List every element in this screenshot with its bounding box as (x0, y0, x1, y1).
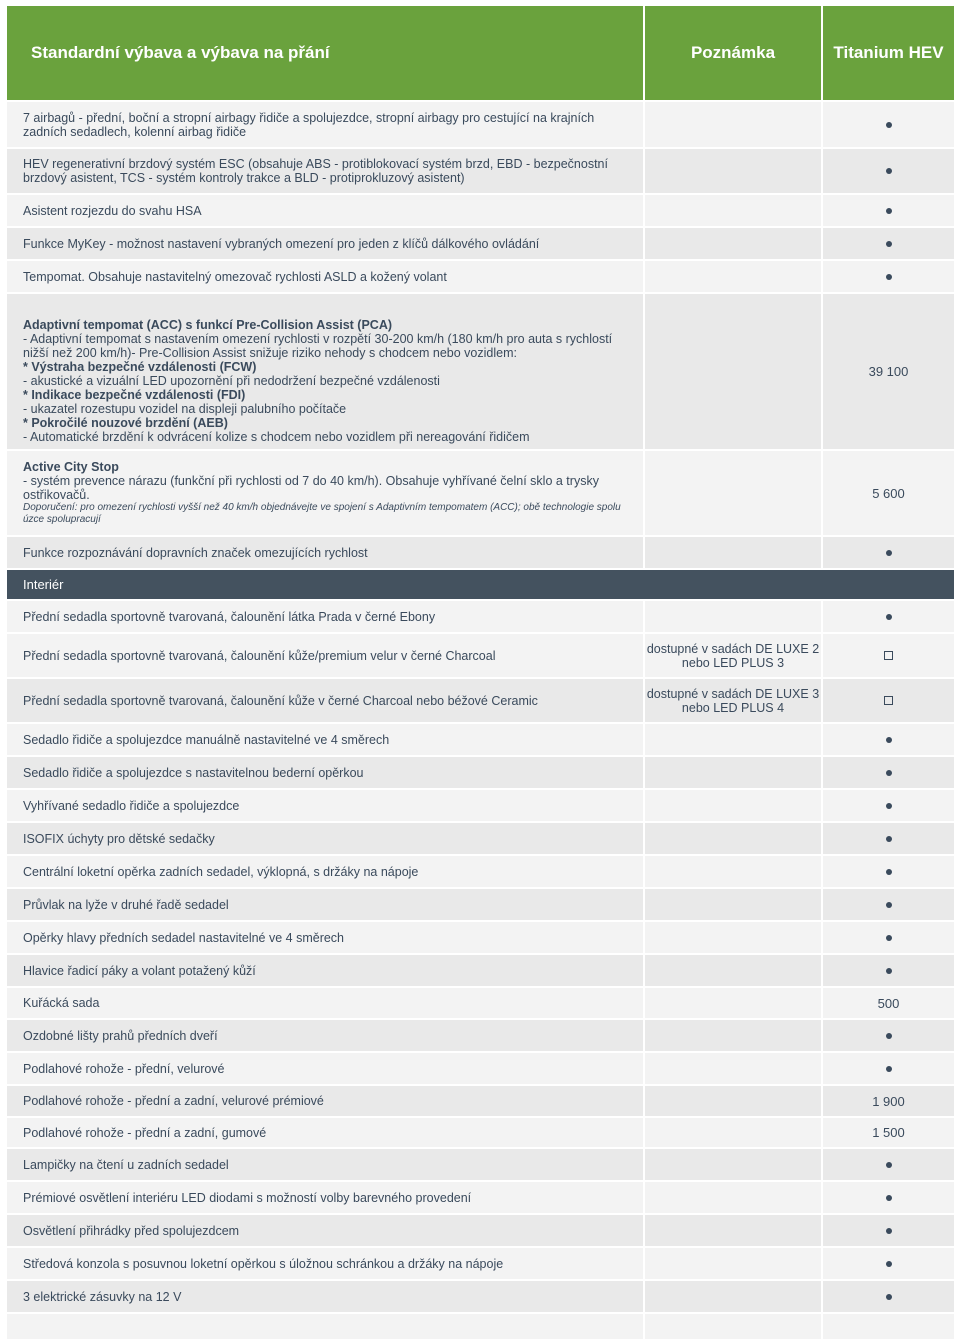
note-cell (645, 823, 821, 854)
acs-recommendation: Doporučení: pro omezení rychlosti vyšší než 40 km/h objednávejte ve spojení s Adaptivním tempomatem (ACC); obě technologie spolu úzce spolupracují (23, 502, 621, 525)
standard-dot-icon (886, 274, 892, 280)
table-row (7, 856, 954, 887)
note-cell (645, 757, 821, 788)
equipment-cell: Osvětlení přihrádky před spolujezdcem (7, 1215, 643, 1246)
table-row (7, 1215, 954, 1246)
standard-dot-icon (886, 770, 892, 776)
table-row (7, 1020, 954, 1051)
section-interior: Interiér (7, 570, 954, 599)
standard-dot-icon (886, 869, 892, 875)
note-cell (645, 1086, 821, 1116)
header-note-label: Poznámka (690, 43, 776, 62)
table-row (7, 1248, 954, 1279)
note-cell (645, 1020, 821, 1051)
equipment-cell: Vyhřívané sedadlo řidiče a spolujezdce (7, 790, 643, 821)
acc-title: Adaptivní tempomat (ACC) s funkcí Pre-Collision Assist (PCA) (23, 317, 393, 332)
standard-dot-icon (886, 1228, 892, 1234)
table-row (7, 790, 954, 821)
value-cell (823, 724, 954, 755)
table-row (7, 228, 954, 259)
standard-dot-icon (886, 1195, 892, 1201)
standard-dot-icon (886, 1294, 892, 1300)
header-col-titanium (823, 6, 954, 100)
note-cell (645, 889, 821, 920)
value-cell (823, 757, 954, 788)
equipment-cell: Ozdobné lišty prahů předních dveří (7, 1020, 643, 1051)
note-cell (645, 1314, 821, 1339)
equipment-cell: Sedadlo řidiče a spolujezdce manuálně nastavitelné ve 4 směrech (7, 724, 643, 755)
header-col-equipment (7, 6, 643, 100)
value-cell (823, 1215, 954, 1246)
table-row (7, 1086, 954, 1116)
value-cell (823, 228, 954, 259)
note-cell (645, 228, 821, 259)
table-row (7, 724, 954, 755)
note-cell: dostupné v sadách DE LUXE 2 nebo LED PLUS 3 (645, 634, 821, 677)
table-row (7, 102, 954, 147)
note-cell (645, 724, 821, 755)
table-row (7, 634, 954, 677)
value-cell: 1 900 (823, 1086, 954, 1116)
note-cell (645, 922, 821, 953)
note-cell (645, 1215, 821, 1246)
standard-dot-icon (886, 241, 892, 247)
standard-dot-icon (886, 1066, 892, 1072)
table-row (7, 679, 954, 722)
standard-dot-icon (886, 168, 892, 174)
note-cell (645, 955, 821, 986)
value-cell (823, 1248, 954, 1279)
value-cell: 5 600 (823, 451, 954, 535)
equipment-cell: ISOFIX úchyty pro dětské sedačky (7, 823, 643, 854)
equipment-cell: Funkce MyKey - možnost nastavení vybraných omezení pro jeden z klíčů dálkového ovládání (7, 228, 643, 259)
standard-dot-icon (886, 737, 892, 743)
note-cell (645, 102, 821, 147)
option-box-icon (884, 696, 893, 705)
standard-dot-icon (886, 902, 892, 908)
equipment-cell: Centrální loketní opěrka zadních sedadel, výklopná, s držáky na nápoje (7, 856, 643, 887)
value-cell (823, 823, 954, 854)
equipment-cell: Podlahové rohože - přední a zadní, velurové prémiové (7, 1086, 643, 1116)
equipment-cell (7, 451, 643, 535)
note-cell (645, 790, 821, 821)
standard-dot-icon (886, 1162, 892, 1168)
note-cell (645, 195, 821, 226)
note-cell (645, 294, 821, 449)
value-cell (823, 634, 954, 677)
equipment-cell: Průvlak na lyže v druhé řadě sedadel (7, 889, 643, 920)
table-row (7, 195, 954, 226)
note-cell (645, 856, 821, 887)
note-cell (645, 988, 821, 1018)
equipment-cell: 3 elektrické zásuvky na 12 V (7, 1281, 643, 1312)
acs-title: Active City Stop (23, 460, 119, 474)
value-cell (823, 537, 954, 568)
note-cell (645, 1118, 821, 1147)
equipment-cell: Lampičky na čtení u zadních sedadel (7, 1149, 643, 1180)
value-cell: 500 (823, 988, 954, 1018)
value-cell (823, 922, 954, 953)
table-row (7, 757, 954, 788)
note-cell (645, 1053, 821, 1084)
standard-dot-icon (886, 968, 892, 974)
note-cell (645, 1248, 821, 1279)
value-cell (823, 1053, 954, 1084)
equipment-cell: Prémiové osvětlení interiéru LED diodami s možností volby barevného provedení (7, 1182, 643, 1213)
equipment-cell: HEV regenerativní brzdový systém ESC (obsahuje ABS - protiblokovací systém brzd, EBD - bezpečnostní brzdový asistent, TCS - systém kontroly trakce a BLD - protiprokluzový asistent) (7, 149, 643, 193)
value-cell (823, 195, 954, 226)
header-equipment-label: Standardní výbava a výbava na přání (31, 43, 330, 62)
table-row (7, 1149, 954, 1180)
standard-dot-icon (886, 836, 892, 842)
value-cell (823, 1020, 954, 1051)
table-row (7, 988, 954, 1018)
table-row (7, 1118, 954, 1147)
value-cell: 1 500 (823, 1118, 954, 1147)
header-col-note (645, 6, 821, 100)
table-row (7, 1281, 954, 1312)
note-cell: dostupné v sadách DE LUXE 3 nebo LED PLUS 4 (645, 679, 821, 722)
equipment-cell: Hlavice řadicí páky a volant potažený kůží (7, 955, 643, 986)
value-cell (823, 889, 954, 920)
table-row (7, 149, 954, 193)
table-row (7, 261, 954, 292)
value-cell (823, 679, 954, 722)
table-row (7, 1053, 954, 1084)
note-cell (645, 537, 821, 568)
table-row (7, 537, 954, 568)
equipment-cell: Přední sedadla sportovně tvarovaná, čalounění kůže v černé Charcoal nebo béžové Ceramic (7, 679, 643, 722)
equipment-cell: 7 airbagů - přední, boční a stropní airbagy řidiče a spolujezdce, stropní airbagy pro cestující na krajních zadních sedadlech, kolenní airbag řidiče (7, 102, 643, 147)
value-cell (823, 601, 954, 632)
acc-line: - Adaptivní tempomat s nastavením omezení rychlosti v rozpětí 30-200 km/h (180 km/h pro auta s rychlostí nižší než 200 km/h)- Pre-Collision Assist snižuje riziko nehody s chodcem nebo vozidlem: (23, 331, 613, 360)
value-cell (823, 1281, 954, 1312)
standard-dot-icon (886, 550, 892, 556)
option-box-icon (884, 651, 893, 660)
value-cell (823, 102, 954, 147)
value-cell: 39 100 (823, 294, 954, 449)
equipment-cell: Sedadlo řidiče a spolujezdce s nastavitelnou bederní opěrkou (7, 757, 643, 788)
standard-dot-icon (886, 803, 892, 809)
acc-sub-title: * Výstraha bezpečné vzdálenosti (FCW) (23, 359, 257, 374)
note-cell (645, 1149, 821, 1180)
note-cell (645, 261, 821, 292)
equipment-cell: Přední sedadla sportovně tvarovaná, čalounění kůže/premium velur v černé Charcoal (7, 634, 643, 677)
equipment-cell: Podlahové rohože - přední a zadní, gumové (7, 1118, 643, 1147)
value-cell (823, 261, 954, 292)
equipment-cell: Podlahové rohože - přední, velurové (7, 1053, 643, 1084)
standard-dot-icon (886, 208, 892, 214)
standard-dot-icon (886, 1033, 892, 1039)
equipment-cell: Středová konzola s posuvnou loketní opěrkou s úložnou schránkou a držáky na nápoje (7, 1248, 643, 1279)
table-row-empty (7, 1314, 954, 1339)
table-row (7, 955, 954, 986)
value-cell (823, 790, 954, 821)
note-cell (645, 149, 821, 193)
equipment-cell: Funkce rozpoznávání dopravních značek omezujících rychlost (7, 537, 643, 568)
table-row-acc (7, 294, 954, 449)
value-cell (823, 1149, 954, 1180)
table-row-acs (7, 451, 954, 535)
note-cell (645, 601, 821, 632)
equipment-cell (7, 294, 643, 449)
equipment-cell: Tempomat. Obsahuje nastavitelný omezovač rychlosti ASLD a kožený volant (7, 261, 643, 292)
equipment-cell: Kuřácká sada (7, 988, 643, 1018)
equipment-cell (7, 1314, 643, 1339)
value-cell (823, 856, 954, 887)
acs-line: - systém prevence nárazu (funkční při rychlosti od 7 do 40 km/h). Obsahuje vyhřívané čelní sklo a trysky ostřikovačů. (23, 474, 599, 502)
acc-sub-title: * Pokročilé nouzové brzdění (AEB) (23, 415, 228, 430)
acc-line: - akustické a vizuální LED upozornění při nedodržení bezpečné vzdálenosti (23, 373, 440, 388)
value-cell (823, 1314, 954, 1339)
header-titanium-label: Titanium HEV (833, 43, 944, 62)
equipment-cell: Opěrky hlavy předních sedadel nastavitelné ve 4 směrech (7, 922, 643, 953)
table-row (7, 1182, 954, 1213)
acc-line: - Automatické brzdění k odvrácení kolize s chodcem nebo vozidlem při nereagování řidičem (23, 429, 530, 444)
table-row (7, 922, 954, 953)
acc-line: - ukazatel rozestupu vozidel na displeji palubního počítače (23, 401, 347, 416)
value-cell (823, 1182, 954, 1213)
note-cell (645, 1281, 821, 1312)
standard-dot-icon (886, 935, 892, 941)
table-row (7, 889, 954, 920)
note-cell (645, 1182, 821, 1213)
standard-dot-icon (886, 614, 892, 620)
acc-sub-title: * Indikace bezpečné vzdálenosti (FDI) (23, 387, 246, 402)
table-row (7, 601, 954, 632)
value-cell (823, 149, 954, 193)
table-row (7, 823, 954, 854)
standard-dot-icon (886, 1261, 892, 1267)
equipment-cell: Přední sedadla sportovně tvarovaná, čalounění látka Prada v černé Ebony (7, 601, 643, 632)
equipment-cell: Asistent rozjezdu do svahu HSA (7, 195, 643, 226)
standard-dot-icon (886, 122, 892, 128)
value-cell (823, 955, 954, 986)
note-cell (645, 451, 821, 535)
